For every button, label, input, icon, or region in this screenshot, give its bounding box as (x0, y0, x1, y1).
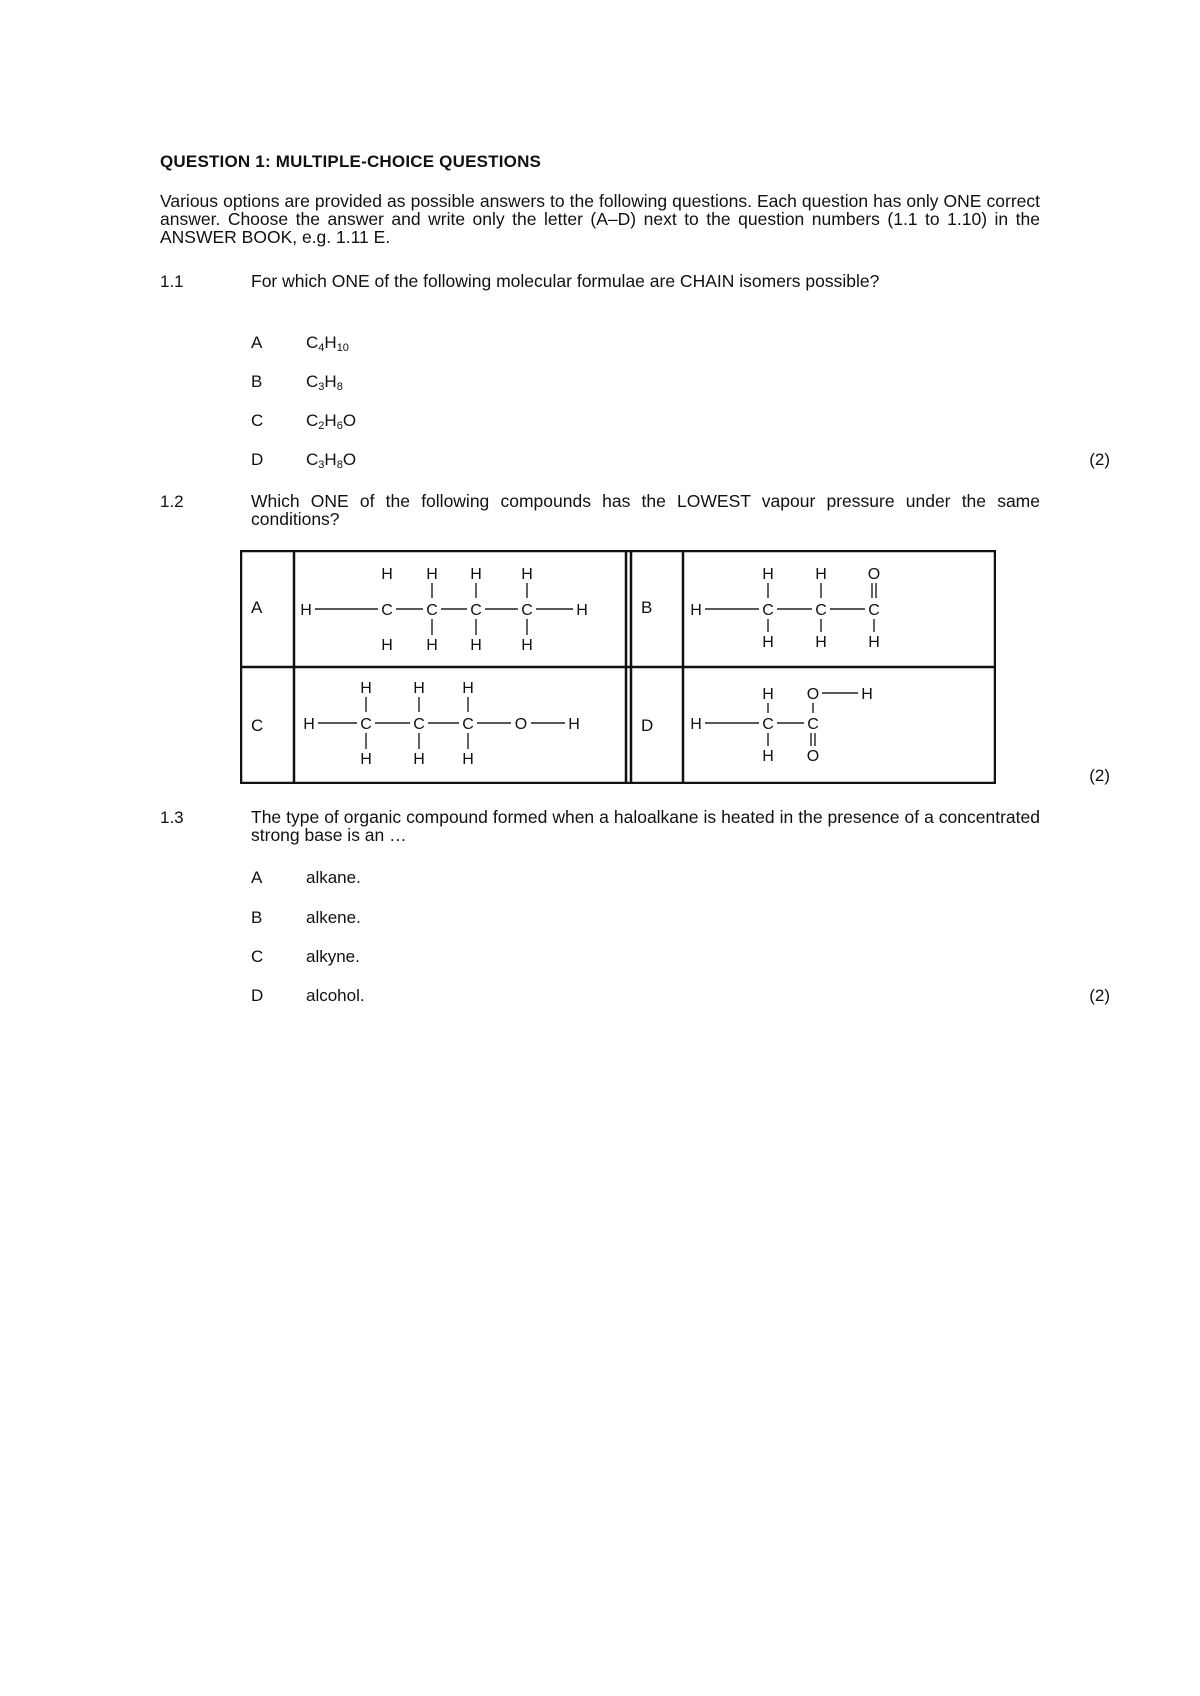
top-hydrogens (381, 566, 533, 583)
structure-label-b: B (641, 598, 653, 617)
option-letter: C (251, 411, 264, 430)
option-letter: D (251, 986, 264, 1005)
svg-text:C: C (762, 716, 774, 733)
option-letter: B (251, 372, 263, 391)
svg-text:H: H (360, 751, 372, 768)
svg-text:C: C (462, 716, 474, 733)
svg-text:C: C (426, 602, 438, 619)
svg-text:H: H (576, 602, 588, 619)
svg-text:H: H (470, 566, 482, 583)
svg-text:H: H (462, 751, 474, 768)
question-text: The type of organic compound formed when a haloalkane is heated in the presence of a concentrated strong base is an … (251, 807, 1040, 845)
svg-text:H: H (413, 680, 425, 697)
svg-text:C: C (815, 602, 827, 619)
option-formula: $C_3H_8$ (306, 372, 343, 393)
structures-table (240, 550, 996, 784)
svg-text:H: H (521, 637, 533, 654)
structure-b-propanal (685, 552, 993, 666)
option-letter: B (251, 908, 263, 927)
option-text: alkyne. (306, 947, 360, 966)
question-text: For which ONE of the following molecular formulae are CHAIN isomers possible? (251, 271, 880, 291)
svg-text:H: H (690, 716, 702, 733)
option-text: alkane. (306, 868, 361, 887)
svg-text:C: C (470, 602, 482, 619)
svg-text:H: H (303, 716, 315, 733)
svg-text:H: H (568, 716, 580, 733)
svg-text:H: H (426, 566, 438, 583)
option-letter: C (251, 947, 264, 966)
question-number: 1.3 (160, 808, 184, 827)
instructions-paragraph: Various options are provided as possible answers to the following questions. Each question has only ONE correct answer. Choose the answer and write only the letter (A–D) next to the question numbers (1.1 to 1.10) in the ANSWER BOOK, e.g. 1.11 E. (160, 191, 1040, 247)
svg-text:H: H (381, 637, 393, 654)
option-text: alkene. (306, 908, 361, 927)
option-text: alcohol. (306, 986, 365, 1005)
option-formula: $C_3H_8O$ (306, 450, 357, 471)
svg-text:C: C (762, 602, 774, 619)
structure-label-d: D (641, 716, 654, 735)
svg-text:H: H (462, 680, 474, 697)
structure-a-butane (296, 552, 624, 666)
svg-text:H: H (381, 566, 393, 583)
svg-text:H: H (470, 637, 482, 654)
svg-text:C: C (413, 716, 425, 733)
svg-text:O: O (806, 748, 820, 765)
svg-text:H: H (815, 634, 827, 651)
svg-text:C: C (381, 602, 393, 619)
structure-label-c: C (251, 716, 264, 735)
question-heading: QUESTION 1: MULTIPLE-CHOICE QUESTIONS (160, 152, 542, 171)
bottom-hydrogens (381, 637, 533, 654)
marks-label: (2) (1089, 986, 1110, 1005)
question-text: Which ONE of the following compounds has the LOWEST vapour pressure under the same conditions? (251, 491, 1040, 529)
svg-text:H: H (762, 686, 774, 703)
svg-text:H: H (300, 602, 312, 619)
option-formula: $C_2H_6O$ (306, 411, 357, 432)
marks-label: (2) (1089, 450, 1110, 469)
svg-text:H: H (413, 751, 425, 768)
svg-text:O: O (514, 716, 528, 733)
structure-d-ethanoic-acid (685, 670, 993, 782)
svg-text:H: H (868, 634, 880, 651)
option-letter: A (251, 868, 263, 887)
svg-text:H: H (762, 566, 774, 583)
svg-text:C: C (868, 602, 880, 619)
question-number: 1.2 (160, 492, 184, 511)
svg-text:H: H (426, 637, 438, 654)
svg-text:H: H (762, 634, 774, 651)
structure-c-propanol (296, 670, 624, 782)
svg-text:O: O (806, 686, 820, 703)
svg-text:O: O (867, 566, 881, 583)
svg-text:H: H (815, 566, 827, 583)
svg-text:H: H (360, 680, 372, 697)
carbon-chain (300, 602, 588, 619)
option-letter: D (251, 450, 264, 469)
svg-text:H: H (861, 686, 873, 703)
svg-text:H: H (690, 602, 702, 619)
question-number: 1.1 (160, 272, 184, 291)
svg-text:H: H (762, 748, 774, 765)
option-letter: A (251, 333, 263, 352)
svg-text:C: C (360, 716, 372, 733)
svg-text:H: H (521, 566, 533, 583)
structure-label-a: A (251, 598, 263, 617)
svg-text:C: C (521, 602, 533, 619)
svg-text:C: C (807, 716, 819, 733)
option-formula: $C_4H_{10}$ (306, 333, 349, 354)
marks-label: (2) (1089, 766, 1110, 785)
